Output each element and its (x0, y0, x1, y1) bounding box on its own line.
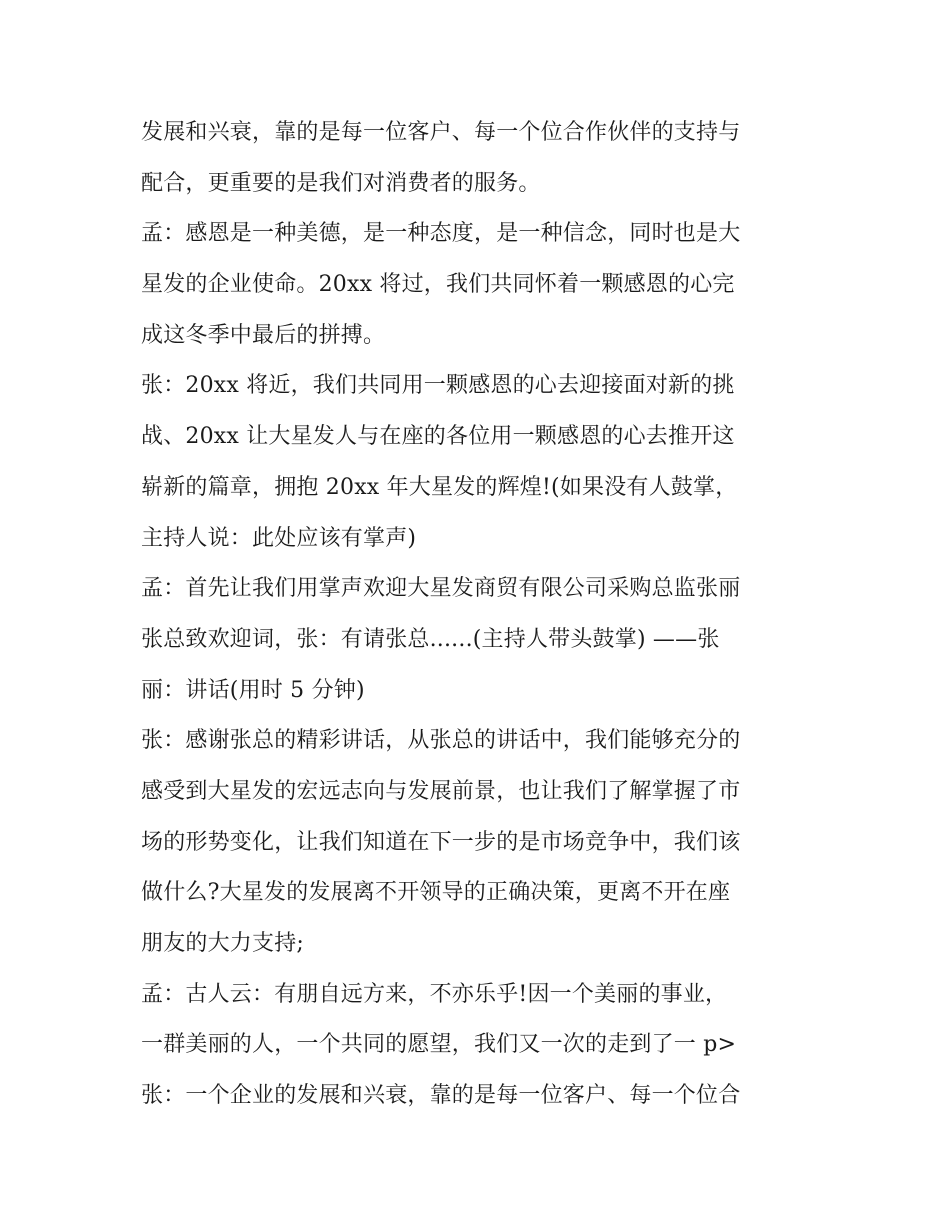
text-line: 场的形势变化，让我们知道在下一步的是市场竞争中，我们该 (141, 829, 741, 855)
text-line: 做什么?大星发的发展离不开领导的正确决策，更离不开在座 (141, 880, 731, 906)
text-line: 一群美丽的人，一个共同的愿望，我们又一次的走到了一 p> (141, 1032, 737, 1058)
text-line: 孟：古人云：有朋自远方来，不亦乐乎!因一个美丽的事业， (141, 981, 728, 1007)
text-line: 发展和兴衰，靠的是每一位客户、每一个位合作伙伴的支持与 (141, 120, 741, 145)
text-line: 张：20xx 将近，我们共同用一颗感恩的心去迎接面对新的挑 (141, 373, 735, 399)
text-line: 张：一个企业的发展和兴衰，靠的是每一位客户、每一个位合 (141, 1083, 741, 1109)
text-line: 孟：感恩是一种美德，是一种态度，是一种信念，同时也是大 (141, 221, 741, 247)
text-line: 配合，更重要的是我们对消费者的服务。 (141, 170, 541, 196)
text-line: 张总致欢迎词，张：有请张总......(主持人带头鼓掌) ——张 (141, 626, 720, 652)
text-line: 朋友的大力支持; (141, 931, 305, 956)
text-line: 丽：讲话(用时 5 分钟) (141, 677, 365, 703)
text-line: 星发的企业使命。20xx 将过，我们共同怀着一颗感恩的心完 (141, 272, 735, 298)
text-line: 战、20xx 让大星发人与在座的各位用一颗感恩的心去推开这 (141, 424, 735, 450)
text-line: 主持人说：此处应该有掌声) (141, 525, 417, 551)
text-line: 成这冬季中最后的拼搏。 (141, 322, 386, 348)
text-line: 感受到大星发的宏远志向与发展前景，也让我们了解掌握了市 (141, 778, 741, 804)
text-line: 孟：首先让我们用掌声欢迎大星发商贸有限公司采购总监张丽 (141, 576, 741, 602)
text-line: 张：感谢张总的精彩讲话，从张总的讲话中，我们能够充分的 (141, 728, 741, 754)
text-line: 崭新的篇章，拥抱 20xx 年大星发的辉煌!(如果没有人鼓掌， (141, 474, 738, 500)
document-body (141, 108, 831, 1122)
